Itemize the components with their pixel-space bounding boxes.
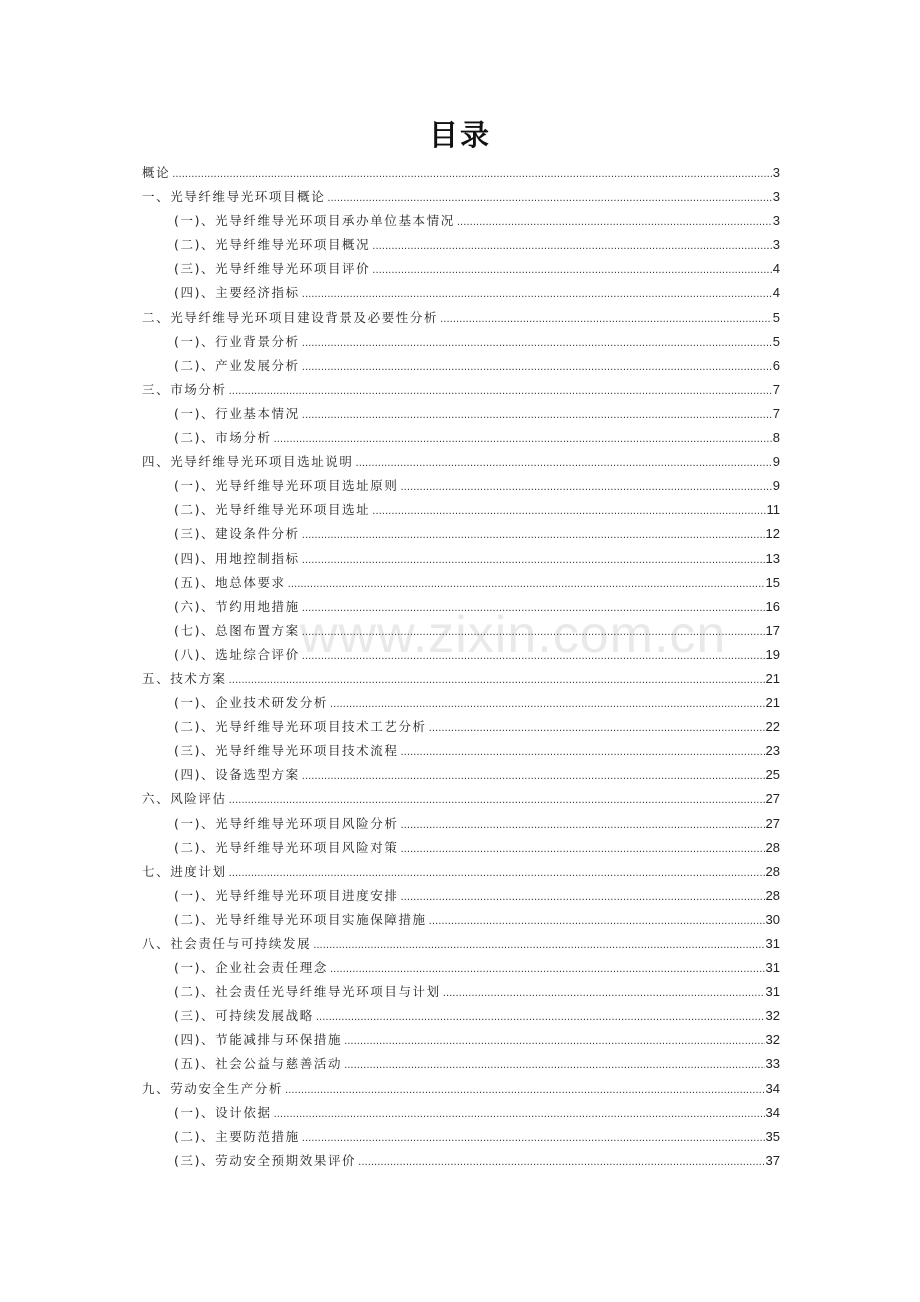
toc-dot-leader [327, 187, 771, 211]
toc-dot-leader [302, 283, 772, 307]
toc-page-number: 22 [765, 719, 780, 735]
toc-entry-3[interactable] [142, 233, 780, 257]
toc-entry-text: (一)、光导纤维导光环项目进度安排 [174, 887, 399, 903]
toc-entry-11[interactable] [142, 426, 780, 450]
toc-entry-text: 八、社会责任与可持续发展 [142, 936, 312, 951]
toc-page-number: 12 [765, 526, 780, 542]
toc-entry-4[interactable] [142, 257, 780, 281]
toc-entry-text: (四)、用地控制指标 [174, 550, 300, 566]
toc-page-number: 3 [772, 213, 780, 229]
toc-entry-text: 二、光导纤维导光环项目建设背景及必要性分析 [142, 309, 439, 325]
toc-entry-text: (二)、光导纤维导光环项目风险对策 [174, 839, 399, 855]
toc-page-number: 4 [772, 261, 780, 277]
toc-entry-text: 五、技术方案 [142, 670, 227, 686]
toc-dot-leader [457, 211, 772, 235]
toc-entry-26[interactable] [142, 787, 780, 811]
toc-dot-leader [229, 862, 765, 886]
toc-entry-text: (三)、建设条件分析 [174, 526, 300, 542]
toc-page-number: 28 [765, 863, 780, 879]
toc-entry-text: (一)、企业社会责任理念 [174, 960, 328, 976]
toc-page-number: 34 [765, 1080, 780, 1096]
toc-page-number: 8 [772, 430, 780, 446]
toc-entry-text: (二)、主要防范措施 [174, 1128, 300, 1144]
toc-page-number: 27 [765, 815, 780, 831]
toc-page-number: 9 [772, 454, 780, 470]
toc-page-number: 34 [765, 1104, 780, 1120]
toc-entry-text: (四)、主要经济指标 [174, 285, 300, 301]
toc-entry-37[interactable] [142, 1052, 780, 1076]
toc-entry-text: (一)、光导纤维导光环项目选址原则 [174, 478, 399, 494]
toc-entry-19[interactable] [142, 619, 780, 643]
toc-entry-25[interactable] [142, 763, 780, 787]
toc-entry-text: (八)、选址综合评价 [174, 646, 300, 662]
toc-entry-14[interactable] [142, 498, 780, 522]
toc-entry-8[interactable] [142, 354, 780, 378]
toc-entry-text: (五)、社会公益与慈善活动 [174, 1056, 343, 1072]
toc-dot-leader [229, 789, 765, 813]
toc-dot-leader [302, 332, 772, 356]
toc-page-number: 23 [765, 743, 780, 759]
toc-dot-leader [400, 814, 764, 838]
toc-entry-text: (一)、企业技术研发分析 [174, 695, 328, 711]
toc-page-number: 17 [765, 622, 780, 638]
toc-dot-leader [302, 597, 765, 621]
toc-dot-leader [302, 549, 765, 573]
toc-page-number: 5 [772, 333, 780, 349]
toc-page-number: 30 [765, 911, 780, 927]
toc-dot-leader [429, 910, 765, 934]
toc-dot-leader [172, 163, 772, 187]
toc-dot-leader [302, 765, 765, 789]
toc-entry-text: (六)、节约用地措施 [174, 598, 300, 614]
toc-dot-leader [440, 308, 772, 332]
toc-page-number: 3 [772, 189, 780, 205]
toc-dot-leader [313, 934, 764, 958]
toc-dot-leader [443, 982, 765, 1006]
toc-entry-7[interactable] [142, 330, 780, 354]
toc-dot-leader [372, 235, 772, 259]
toc-page-number: 5 [772, 309, 780, 325]
toc-entry-20[interactable] [142, 643, 780, 667]
toc-dot-leader [372, 259, 772, 283]
toc-entry-text: 三、市场分析 [142, 381, 227, 397]
toc-entry-5[interactable] [142, 281, 780, 305]
toc-entry-38[interactable] [142, 1077, 780, 1101]
toc-dot-leader [429, 717, 765, 741]
toc-entry-29[interactable] [142, 860, 780, 884]
toc-entry-15[interactable] [142, 522, 780, 546]
toc-dot-leader [344, 1054, 764, 1078]
toc-entry-text: (一)、行业背景分析 [174, 333, 300, 349]
toc-entry-text: (二)、光导纤维导光环项目技术工艺分析 [174, 719, 427, 735]
toc-page-number: 27 [765, 791, 780, 807]
toc-dot-leader [400, 476, 771, 500]
toc-page-number: 33 [765, 1056, 780, 1072]
toc-entry-6[interactable] [142, 306, 780, 330]
toc-dot-leader [302, 645, 765, 669]
toc-entry-32[interactable] [142, 932, 780, 956]
toc-entry-21[interactable] [142, 667, 780, 691]
toc-page-number: 3 [772, 165, 780, 180]
toc-page-number: 3 [772, 237, 780, 253]
toc-page-number: 4 [772, 285, 780, 301]
toc-dot-leader [344, 1030, 764, 1054]
toc-entry-text: (四)、节能减排与环保措施 [174, 1032, 343, 1048]
toc-page-number: 25 [765, 767, 780, 783]
toc-entry-34[interactable] [142, 980, 780, 1004]
toc-page-number: 19 [765, 646, 780, 662]
toc-dot-leader [316, 1006, 765, 1030]
toc-entry-text: (一)、设计依据 [174, 1104, 272, 1120]
toc-entry-35[interactable] [142, 1004, 780, 1028]
toc-page-number: 13 [765, 550, 780, 566]
toc-entry-40[interactable] [142, 1125, 780, 1149]
toc-dot-leader [302, 356, 772, 380]
toc-dot-leader [330, 693, 765, 717]
toc-page-number: 37 [765, 1152, 780, 1168]
toc-entry-13[interactable] [142, 474, 780, 498]
toc-page-number: 11 [766, 502, 780, 518]
toc-entry-text: (二)、光导纤维导光环项目选址 [174, 502, 371, 518]
toc-entry-18[interactable] [142, 595, 780, 619]
toc-entry-text: (三)、光导纤维导光环项目技术流程 [174, 743, 399, 759]
toc-entry-23[interactable] [142, 715, 780, 739]
toc-dot-leader [372, 500, 765, 524]
toc-entry-27[interactable] [142, 812, 780, 836]
toc-entry-22[interactable] [142, 691, 780, 715]
toc-entry-17[interactable] [142, 571, 780, 595]
toc-page-number: 31 [765, 936, 780, 951]
toc-list [142, 161, 780, 1173]
toc-entry-text: (二)、光导纤维导光环项目实施保障措施 [174, 911, 427, 927]
toc-entry-2[interactable] [142, 209, 780, 233]
toc-dot-leader [302, 1127, 765, 1151]
toc-page-number: 32 [765, 1008, 780, 1024]
toc-page-number: 6 [772, 357, 780, 373]
toc-dot-leader [288, 573, 765, 597]
toc-dot-leader [285, 1079, 765, 1103]
toc-title: 目录 [428, 118, 491, 152]
toc-entry-30[interactable] [142, 884, 780, 908]
toc-entry-0[interactable] [142, 161, 780, 185]
toc-dot-leader [302, 621, 765, 645]
toc-dot-leader [358, 1151, 764, 1175]
toc-entry-10[interactable] [142, 402, 780, 426]
toc-entry-text: 七、进度计划 [142, 863, 227, 879]
toc-entry-1[interactable] [142, 185, 780, 209]
toc-entry-31[interactable] [142, 908, 780, 932]
toc-entry-text: (三)、可持续发展战略 [174, 1008, 314, 1024]
toc-dot-leader [274, 428, 772, 452]
toc-page-number: 28 [765, 839, 780, 855]
toc-entry-text: (一)、行业基本情况 [174, 405, 300, 421]
toc-entry-12[interactable] [142, 450, 780, 474]
toc-page-number: 21 [765, 695, 780, 711]
toc-dot-leader [302, 524, 765, 548]
toc-entry-text: (四)、设备选型方案 [174, 767, 300, 783]
toc-page-number: 31 [765, 984, 780, 1000]
toc-page-number: 15 [765, 574, 780, 590]
toc-entry-text: (二)、光导纤维导光环项目概况 [174, 237, 371, 253]
toc-page-number: 7 [772, 381, 780, 397]
toc-entry-text: (七)、总图布置方案 [174, 622, 300, 638]
watermark: www.zixin.com.cn [300, 606, 727, 664]
toc-entry-text: (三)、光导纤维导光环项目评价 [174, 261, 371, 277]
toc-dot-leader [330, 958, 765, 982]
toc-page-number: 9 [772, 478, 780, 494]
toc-page-number: 7 [772, 405, 780, 421]
toc-entry-text: (三)、劳动安全预期效果评价 [174, 1152, 357, 1168]
toc-page-number: 21 [765, 670, 780, 686]
toc-entry-text: (五)、地总体要求 [174, 574, 286, 590]
toc-page-number: 16 [765, 598, 780, 614]
toc-entry-text: 六、风险评估 [142, 791, 227, 807]
toc-entry-9[interactable] [142, 378, 780, 402]
toc-entry-24[interactable] [142, 739, 780, 763]
toc-dot-leader [400, 838, 764, 862]
toc-entry-41[interactable] [142, 1149, 780, 1173]
toc-entry-39[interactable] [142, 1101, 780, 1125]
toc-entry-text: 概论 [142, 165, 171, 180]
toc-entry-33[interactable] [142, 956, 780, 980]
toc-entry-text: (一)、光导纤维导光环项目风险分析 [174, 815, 399, 831]
toc-dot-leader [400, 741, 764, 765]
toc-page-number: 35 [765, 1128, 780, 1144]
toc-page-number: 32 [765, 1032, 780, 1048]
toc-entry-text: (一)、光导纤维导光环项目承办单位基本情况 [174, 213, 455, 229]
toc-entry-text: (二)、社会责任光导纤维导光环项目与计划 [174, 984, 441, 1000]
toc-entry-text: 一、光导纤维导光环项目概论 [142, 189, 326, 205]
toc-entry-36[interactable] [142, 1028, 780, 1052]
toc-entry-text: 四、光导纤维导光环项目选址说明 [142, 454, 354, 470]
toc-dot-leader [356, 452, 772, 476]
toc-entry-text: 九、劳动安全生产分析 [142, 1080, 284, 1096]
toc-entry-text: (二)、市场分析 [174, 430, 272, 446]
toc-dot-leader [274, 1103, 765, 1127]
toc-page-number: 28 [765, 887, 780, 903]
toc-dot-leader [302, 404, 772, 428]
toc-dot-leader [400, 886, 764, 910]
toc-page-number: 31 [765, 960, 780, 976]
toc-dot-leader [229, 380, 772, 404]
toc-dot-leader [229, 669, 765, 693]
toc-entry-28[interactable] [142, 836, 780, 860]
toc-entry-text: (二)、产业发展分析 [174, 357, 300, 373]
toc-entry-16[interactable] [142, 547, 780, 571]
